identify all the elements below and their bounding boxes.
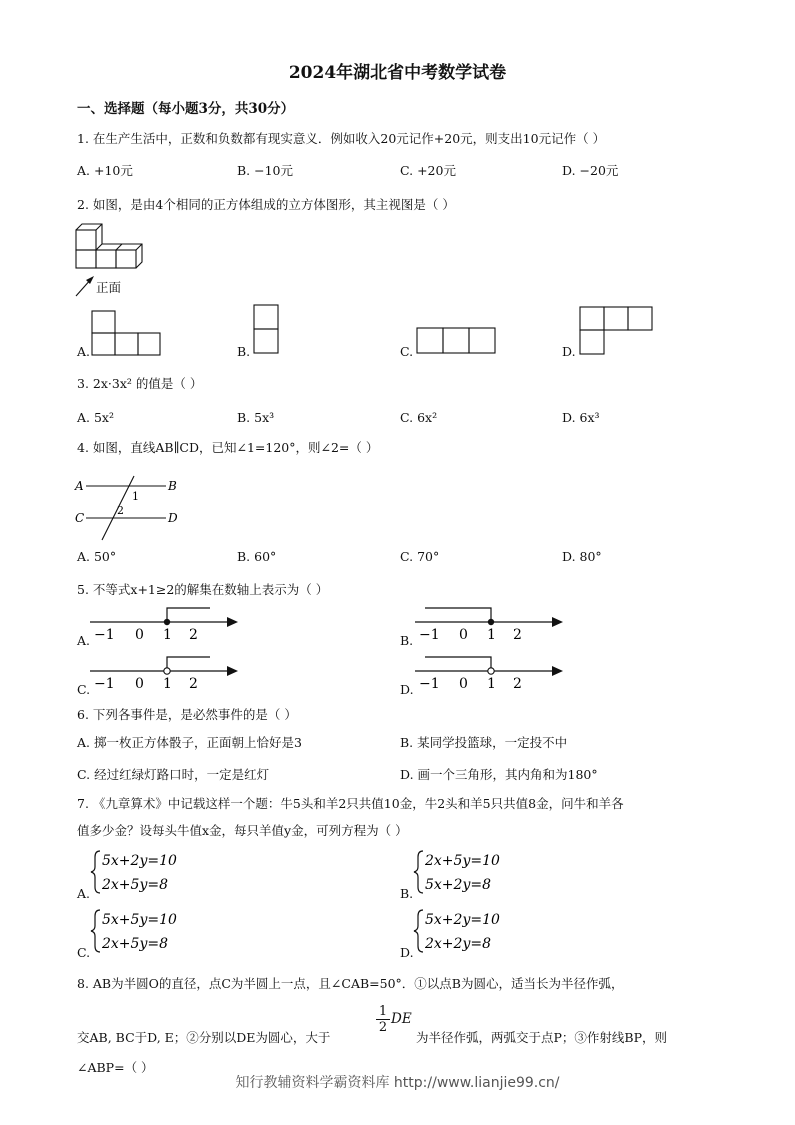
q4-option-d: D. 80°	[562, 549, 602, 564]
q5-option-b-number-line	[413, 604, 569, 644]
tick-2: 2	[513, 627, 522, 643]
q7-a-eq2: 2x+5y=8	[102, 877, 168, 893]
tick-neg1: −1	[419, 627, 440, 643]
q6-stem: 6. 下列各事件是，是必然事件的是（ ）	[77, 707, 297, 722]
tick-1: 1	[163, 676, 172, 692]
q7-stem-line2: 值多少金？设每头牛值x金，每只羊值y金，可列方程为（ ）	[77, 823, 408, 838]
q7-b-eq1: 2x+5y=10	[425, 853, 500, 869]
q3-stem: 3. 2x·3x² 的值是（ ）	[77, 376, 203, 391]
tick-neg1: −1	[94, 627, 115, 643]
q2-option-a-label: A.	[77, 344, 91, 359]
tick-2: 2	[189, 627, 198, 643]
q3-option-c: C. 6x²	[400, 410, 438, 425]
q8-fraction-numerator: 1	[378, 1004, 388, 1019]
q6-option-d: D. 画一个三角形，其内角和为180°	[400, 767, 598, 782]
tick-1: 1	[163, 627, 172, 643]
q8-line2-part2: 为半径作弧，两弧交于点P；③作射线BP，则	[416, 1030, 668, 1045]
q4-option-b: B. 60°	[237, 549, 277, 564]
q7-a-eq1: 5x+2y=10	[102, 853, 177, 869]
q2-option-c-figure	[415, 326, 497, 356]
q2-cube-figure	[72, 220, 172, 300]
q8-line1: 8. AB为半圆O的直径，点C为半圆上一点，且∠CAB=50°．①以点B为圆心，适当长为半径作弧，	[77, 976, 624, 991]
q7-option-d-system	[413, 907, 523, 955]
q7-d-eq2: 2x+2y=8	[425, 936, 491, 952]
q2-option-b-figure	[252, 304, 280, 356]
section-heading: 一、选择题（每小题3分，共30分）	[77, 101, 295, 117]
tick-1: 1	[487, 627, 496, 643]
q2-option-c-label: C.	[400, 344, 414, 359]
q5-option-b-label: B.	[400, 633, 414, 648]
q7-option-c-label: C.	[77, 945, 91, 960]
q8-fraction	[376, 1004, 390, 1035]
q1-option-b: B. −10元	[237, 163, 294, 178]
q5-option-c-number-line	[88, 653, 244, 693]
tick-0: 0	[459, 676, 468, 692]
tick-neg1: −1	[419, 676, 440, 692]
q7-b-eq2: 5x+2y=8	[425, 877, 491, 893]
q4-option-a: A. 50°	[77, 549, 117, 564]
q8-fraction-denominator: 2	[376, 1019, 390, 1035]
q4-angle-2: 2	[117, 504, 124, 517]
q1-option-c: C. +20元	[400, 163, 456, 178]
q7-option-b-label: B.	[400, 886, 414, 901]
q4-label-a: A	[75, 479, 84, 493]
q4-stem: 4. 如图，直线AB∥CD，已知∠1=120°，则∠2=（ ）	[77, 440, 379, 455]
q6-option-b: B. 某同学投篮球，一定投不中	[400, 735, 568, 750]
q6-option-c: C. 经过红绿灯路口时，一定是红灯	[77, 767, 270, 782]
q7-d-eq1: 5x+2y=10	[425, 912, 500, 928]
q7-c-eq1: 5x+5y=10	[102, 912, 177, 928]
q4-label-c: C	[75, 511, 85, 525]
q7-option-c-system	[90, 907, 200, 955]
q7-option-b-system	[413, 848, 523, 896]
tick-2: 2	[189, 676, 198, 692]
q5-option-a-number-line	[88, 604, 244, 644]
q3-option-b: B. 5x³	[237, 410, 275, 425]
q4-label-d: D	[168, 511, 178, 525]
q4-parallel-lines-figure	[72, 474, 184, 542]
tick-0: 0	[135, 676, 144, 692]
q5-stem: 5. 不等式x+1≥2的解集在数轴上表示为（ ）	[77, 582, 329, 597]
q7-option-a-system	[90, 848, 200, 896]
q2-option-a-figure	[90, 310, 162, 356]
q1-option-a: A. +10元	[77, 163, 133, 178]
q2-option-d-label: D.	[562, 344, 576, 359]
q7-option-a-label: A.	[77, 886, 91, 901]
tick-0: 0	[135, 627, 144, 643]
q8-line2-part1: 交AB, BC于D, E；②分别以DE为圆心，大于	[77, 1030, 331, 1045]
q2-option-d-figure	[578, 306, 654, 356]
q4-angle-1: 1	[132, 490, 139, 503]
q7-stem-line1: 7. 《九章算术》中记载这样一个题：牛5头和羊2只共值10金，牛2头和羊5只共值8金，问牛和羊各	[77, 796, 624, 811]
q6-option-a: A. 掷一枚正方体骰子，正面朝上恰好是3	[77, 735, 302, 750]
footer-watermark: 知行教辅资料学霸资料库 http://www.lianjie99.cn/	[235, 1075, 560, 1091]
page-title: 2024年湖北省中考数学试卷	[288, 63, 507, 83]
q1-stem: 1. 在生产生活中，正数和负数都有现实意义．例如收入20元记作+20元，则支出10元记作（ ）	[77, 131, 606, 146]
q5-option-d-number-line	[413, 653, 569, 693]
tick-1: 1	[487, 676, 496, 692]
q2-stem: 2. 如图，是由4个相同的正方体组成的立方体图形，其主视图是（ ）	[77, 197, 455, 212]
q7-c-eq2: 2x+5y=8	[102, 936, 168, 952]
q2-front-label: 正面	[96, 280, 122, 295]
q8-line3: ∠ABP=（ ）	[77, 1060, 154, 1075]
q4-label-b: B	[168, 479, 177, 493]
tick-2: 2	[513, 676, 522, 692]
tick-0: 0	[459, 627, 468, 643]
q5-option-c-label: C.	[77, 682, 91, 697]
q3-option-d: D. 6x³	[562, 410, 600, 425]
q8-fraction-tail: DE	[391, 1011, 412, 1027]
q7-option-d-label: D.	[400, 945, 414, 960]
q3-option-a: A. 5x²	[77, 410, 114, 425]
q2-option-b-label: B.	[237, 344, 251, 359]
q5-option-a-label: A.	[77, 633, 91, 648]
q5-option-d-label: D.	[400, 682, 414, 697]
tick-neg1: −1	[94, 676, 115, 692]
q4-option-c: C. 70°	[400, 549, 440, 564]
q1-option-d: D. −20元	[562, 163, 619, 178]
